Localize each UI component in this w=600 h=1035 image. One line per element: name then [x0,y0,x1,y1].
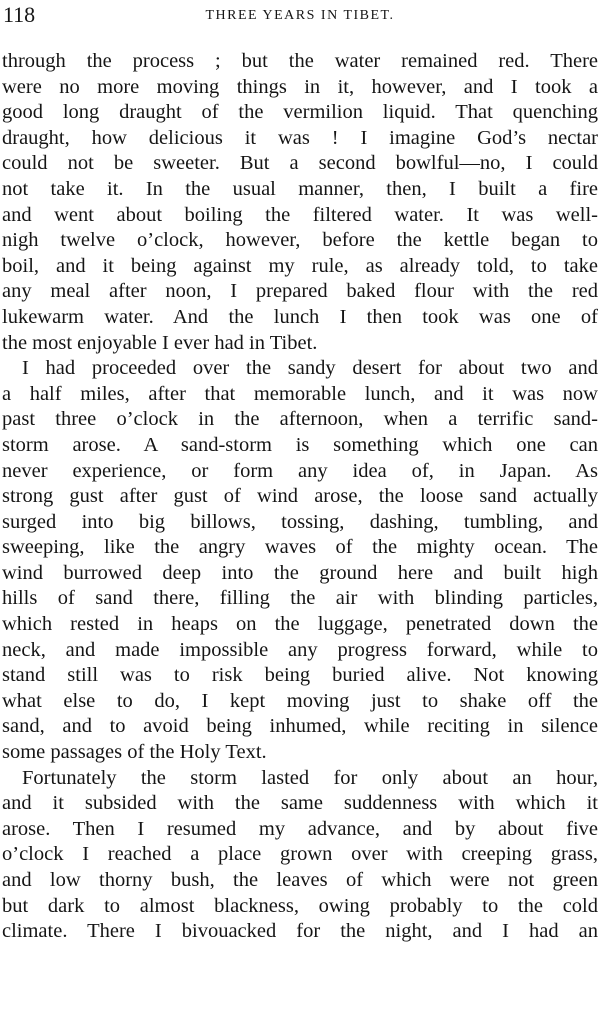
text-line: through the process ; but the water remained red. There [2,50,598,72]
text-line: good long draught of the vermilion liquid. That quenching [2,101,598,124]
text-line: o’clock I reached a place grown over with creeping grass, [2,843,598,866]
text-line: arose. Then I resumed my advance, and by about five [2,817,598,840]
text-line: but dark to almost blackness, owing probably to the cold [2,894,598,917]
text-line: stand still was to risk being buried alive. Not knowing [2,664,598,687]
text-line: past three o’clock in the afternoon, when a terrific sand- [2,408,598,431]
text-line: storm arose. A sand-storm is something which one can [2,433,598,456]
text-line: neck, and made impossible any progress forward, while to [2,638,598,661]
text-line: not take it. In the usual manner, then, I built a fire [2,177,598,200]
text-line: the most enjoyable I ever had in Tibet. [2,331,318,354]
text-line: hills of sand there, filling the air with blinding particles, [2,587,598,610]
text-line: boil, and it being against my rule, as already told, to take [2,254,598,277]
page-number: 118 [3,2,36,27]
text-line: draught, how delicious it was ! I imagine God’s nectar [2,126,598,149]
text-line: some passages of the Holy Text. [2,741,267,764]
body-text [0,49,600,945]
text-line: could not be sweeter. But a second bowlful—no, I could [2,152,598,175]
text-line: and went about boiling the filtered water. It was well- [2,203,598,226]
text-line: which rested in heaps on the luggage, penetrated down the [2,613,598,636]
text-line: were no more moving things in it, however, and I took a [2,75,598,98]
text-line: sand, and to avoid being inhumed, while reciting in silence [2,715,598,738]
running-head [0,2,600,32]
text-line: Fortunately the storm lasted for only about an hour, [22,766,598,789]
text-line: any meal after noon, I prepared baked flour with the red [2,280,598,303]
text-line: what else to do, I kept moving just to shake off the [2,689,598,712]
text-line: a half miles, after that memorable lunch, and it was now [2,382,598,405]
text-line: nigh twelve o’clock, however, before the kettle began to [2,229,598,252]
text-line: sweeping, like the angry waves of the mighty ocean. The [2,536,598,559]
running-title: THREE YEARS IN TIBET. [205,8,395,23]
text-line: strong gust after gust of wind arose, the loose sand actually [2,485,598,508]
text-line: and it subsided with the same suddenness with which it [2,792,598,815]
text-line: and low thorny bush, the leaves of which were not green [2,869,598,891]
text-line: climate. There I bivouacked for the night, and I had an [2,920,598,943]
text-line: wind burrowed deep into the ground here and built high [2,561,598,584]
text-line: never experience, or form any idea of, in Japan. As [2,459,598,482]
text-line: lukewarm water. And the lunch I then took was one of [2,305,598,328]
text-line: surged into big billows, tossing, dashing, tumbling, and [2,510,598,533]
text-line: I had proceeded over the sandy desert for about two and [22,357,598,380]
